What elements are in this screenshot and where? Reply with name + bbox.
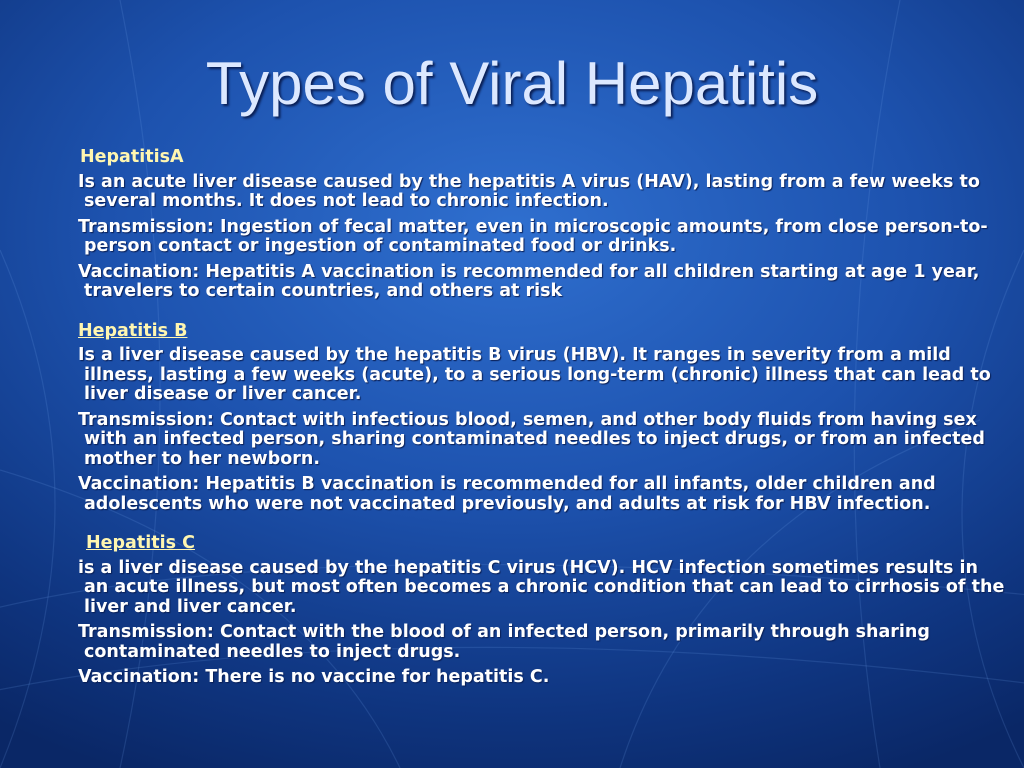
hepatitis-c-vaccination: Vaccination: There is no vaccine for hepatitis C.	[78, 667, 550, 687]
section-hepatitis-b	[78, 322, 1008, 515]
section-hepatitis-a	[78, 148, 1008, 302]
section-hepatitis-c	[78, 534, 1008, 688]
hepatitis-b-vaccination: Vaccination: Hepatitis B vaccination is recommended for all infants, older children and adolescents who were not vaccinated previously, and adults at risk for HBV infection.	[78, 474, 936, 514]
slide-content	[78, 148, 1008, 708]
heading-hepatitis-c: Hepatitis C	[86, 533, 195, 553]
hepatitis-b-description: Is a liver disease caused by the hepatitis B virus (HBV). It ranges in severity from a mild illness, lasting a few weeks (acute), to a serious long-term (chronic) illness that can lead to liver disease or liver cancer.	[78, 345, 991, 404]
heading-hepatitis-b: Hepatitis B	[78, 320, 188, 341]
heading-hepatitis-a: HepatitisA	[80, 147, 184, 167]
hepatitis-a-transmission: Transmission: Ingestion of fecal matter, even in microscopic amounts, from close person-to-person contact or ingestion of contaminated food or drinks.	[78, 216, 988, 256]
hepatitis-b-transmission: Transmission: Contact with infectious blood, semen, and other body fluids from having sex with an infected person, sharing contaminated needles to inject drugs, or from an infected mother to her newborn.	[78, 409, 985, 469]
slide-title: Types of Viral Hepatitis	[205, 50, 819, 117]
hepatitis-a-vaccination: Vaccination: Hepatitis A vaccination is recommended for all children starting at age 1 year, travelers to certain countries, and others at risk	[78, 261, 980, 301]
hepatitis-c-description: is a liver disease caused by the hepatitis C virus (HCV). HCV infection sometimes results in an acute illness, but most often becomes a chronic condition that can lead to cirrhosis of the liver and liver cancer.	[78, 557, 1005, 617]
hepatitis-a-description: Is an acute liver disease caused by the hepatitis A virus (HAV), lasting from a few weeks to several months. It does not lead to chronic infection.	[78, 171, 980, 211]
hepatitis-c-transmission: Transmission: Contact with the blood of an infected person, primarily through sharing contaminated needles to inject drugs.	[78, 622, 930, 662]
